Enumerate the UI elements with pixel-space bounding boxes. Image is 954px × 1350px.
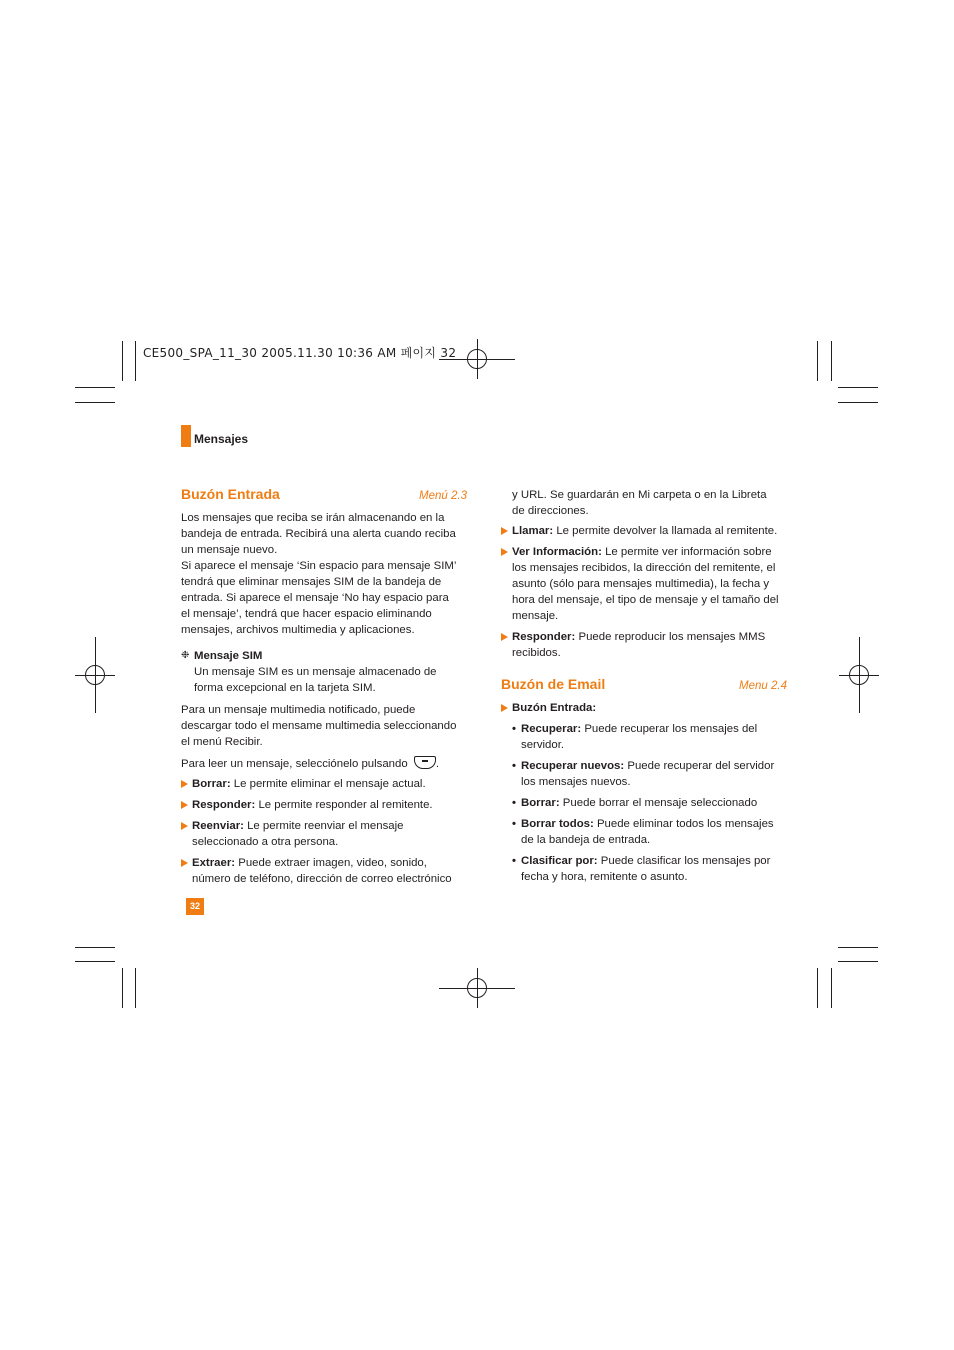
- arrow-bullet-icon: [501, 548, 508, 556]
- arrow-bullet-icon: [501, 633, 508, 641]
- registration-mark-icon: [75, 655, 115, 695]
- note-icon: ❉: [181, 650, 190, 661]
- crop-mark: [75, 961, 115, 962]
- menu-reference: Menu 2.4: [739, 680, 787, 692]
- crop-mark: [831, 968, 832, 1008]
- crop-mark: [838, 387, 878, 388]
- list-item: • Recuperar nuevos: Puede recuperar del servidor los mensajes nuevos.: [512, 760, 775, 788]
- option-item: Borrar: Le permite eliminar el mensaje actual.: [181, 776, 467, 792]
- crop-mark: [838, 402, 878, 403]
- registration-mark-icon: [457, 968, 497, 1008]
- continued-text: y URL. Se guardarán en Mi carpeta o en la Libreta de direcciones.: [512, 489, 767, 517]
- section-title: Buzón de Email: [501, 676, 606, 692]
- registration-mark-icon: [839, 655, 879, 695]
- arrow-bullet-icon: [501, 527, 508, 535]
- crop-mark: [135, 341, 136, 381]
- list-item: • Borrar todos: Puede eliminar todos los mensajes de la bandeja de entrada.: [512, 818, 774, 846]
- arrow-bullet-icon: [181, 822, 188, 830]
- option-item: Responder: Puede reproducir los mensajes MMS recibidos.: [501, 629, 787, 661]
- note: [181, 648, 467, 664]
- crop-mark: [135, 968, 136, 1008]
- crop-mark: [838, 947, 878, 948]
- crop-mark: [817, 341, 818, 381]
- list-item: • Clasificar por: Puede clasificar los mensajes por fecha y hora, remitente o asunto.: [512, 855, 771, 883]
- section-title: Buzón Entrada: [181, 486, 280, 502]
- arrow-bullet-icon: [501, 704, 508, 712]
- section-header: Mensajes: [194, 432, 249, 446]
- menu-reference: Menú 2.3: [419, 490, 467, 502]
- crop-mark: [831, 341, 832, 381]
- option-item: Responder: Le permite responder al remitente.: [181, 797, 467, 813]
- crop-mark: [122, 968, 123, 1008]
- crop-mark: [817, 968, 818, 1008]
- option-item: Reenviar: Le permite reenviar el mensaje seleccionado a otra persona.: [181, 818, 467, 850]
- crop-mark: [122, 341, 123, 381]
- option-item: Llamar: Le permite devolver la llamada al remitente.: [501, 523, 787, 539]
- print-slug: CE500_SPA_11_30 2005.11.30 10:36 AM 페이지 32: [143, 346, 457, 360]
- arrow-bullet-icon: [181, 801, 188, 809]
- crop-mark: [75, 947, 115, 948]
- registration-mark-icon: [457, 339, 497, 379]
- crop-mark: [838, 961, 878, 962]
- arrow-bullet-icon: [181, 780, 188, 788]
- note-text: Un mensaje SIM es un mensaje almacenado de forma excepcional en la tarjeta SIM.: [194, 666, 437, 694]
- paragraph: Para leer un mensaje, selecciónelo pulsando .: [181, 758, 440, 770]
- section-tab-marker: [181, 425, 191, 447]
- submenu-label: Buzón Entrada:: [501, 700, 787, 716]
- arrow-bullet-icon: [181, 859, 188, 867]
- option-item: Ver Información: Le permite ver información sobre los mensajes recibidos, la dirección del remitente, el asunto (sólo para mensajes multimedia), la fecha y hora del mensaje, el tipo de mensaje y el tamaño del mensaje.: [501, 544, 787, 624]
- list-item: • Recuperar: Puede recuperar los mensajes del servidor.: [512, 723, 758, 751]
- paragraph: Para un mensaje multimedia notificado, puede descargar todo el mensame multimedia seleccionando el menú Recibir.: [181, 704, 457, 748]
- list-item: • Borrar: Puede borrar el mensaje seleccionado: [512, 797, 758, 809]
- page-number: 32: [186, 898, 204, 915]
- crop-mark: [75, 402, 115, 403]
- crop-mark: [75, 387, 115, 388]
- note-title: Mensaje SIM: [194, 650, 263, 662]
- left-column: [181, 486, 467, 892]
- right-column: [501, 487, 787, 890]
- soft-key-icon: [414, 756, 436, 769]
- intro-paragraph: Los mensajes que reciba se irán almacenando en la bandeja de entrada. Recibirá una alerta cuando reciba un mensaje nuevo. Si aparece el mensaje ‘Sin espacio para mensaje SIM’ tendrá que eliminar mensajes SIM de la bandeja de entrada. Si aparece el mensaje ‘No hay espacio para el mensaje’, tendrá que hacer espacio eliminando mensajes, archivos multimedia y aplicaciones.: [181, 512, 457, 636]
- option-item: Extraer: Puede extraer imagen, video, sonido, número de teléfono, dirección de correo electrónico: [181, 855, 467, 887]
